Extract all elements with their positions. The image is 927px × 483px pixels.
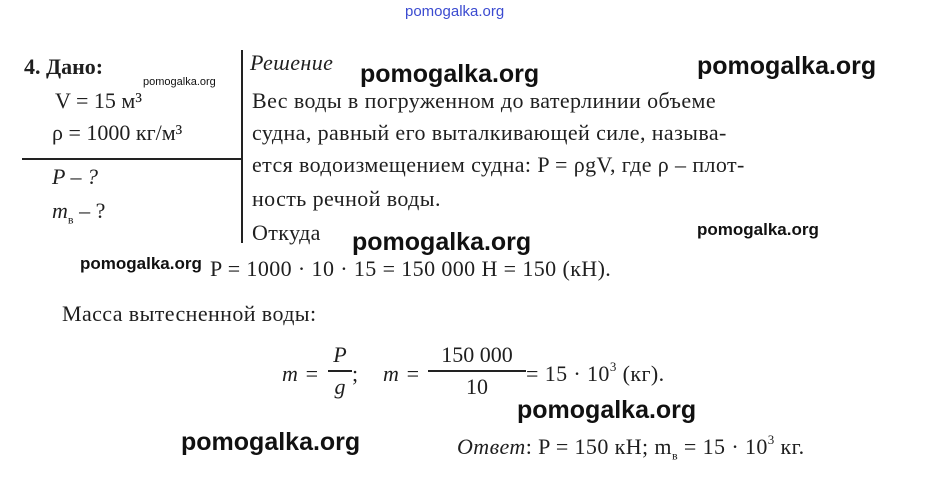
unknown-mass-q: – ? [73,198,106,223]
watermark-7: pomogalka.org [181,428,361,456]
answer-text-1: : P = 150 кН; m [525,434,672,459]
solution-line-4: ность речной воды. [252,186,441,211]
formula-result-value: = 15 · 10 [526,361,610,386]
answer-sub: в [671,448,679,463]
formula-lhs-2: m = [383,361,421,386]
fraction-2-bar [428,370,526,372]
fraction-1-denominator: g [334,373,346,399]
unknown-weight: P – ? [52,164,99,189]
formula-result-exp: 3 [609,359,617,374]
answer-label: Ответ [457,434,526,459]
answer-text-3: кг. [774,434,805,459]
given-title: Дано: [46,54,104,79]
answer-exp: 3 [767,432,775,447]
solution-whence: Откуда [252,220,321,245]
formula-separator: ; [352,361,359,386]
solution-line-3: ется водоизмещением судна: P = ρgV, где ρ – плот- [252,152,745,177]
formula-result [526,361,665,387]
fraction-2-denominator: 10 [466,373,488,399]
formula-lhs: m = [282,361,320,386]
given-heading [24,54,103,80]
watermark-5: pomogalka.org [80,254,202,273]
formula-result-unit: (кг). [616,361,665,386]
fraction-2-numerator: 150 000 [441,342,513,367]
fraction-1-bar [328,370,352,372]
watermark-2: pomogalka.org [697,52,877,80]
solution-line-2: судна, равный его выталкивающей силе, называ- [252,120,727,145]
equation-weight: P = 1000 · 10 · 15 = 150 000 Н = 150 (кН). [210,256,612,281]
watermark-top[interactable]: pomogalka.org [405,3,505,20]
answer-text-2: = 15 · 10 [678,434,768,459]
fraction-p-over-g [328,342,352,400]
given-solution-divider [241,50,243,243]
watermark-4: pomogalka.org [697,220,819,239]
unknown-mass-symbol: m [52,198,68,223]
solution-line-1: Вес воды в погруженном до ватерлинии объеме [252,88,716,113]
mass-label: Масса вытесненной воды: [62,301,317,326]
answer-line [457,434,805,463]
problem-number: 4. [24,54,41,79]
fraction-numeric [428,342,526,400]
given-density: ρ = 1000 кг/м³ [52,120,183,145]
watermark-3: pomogalka.org [352,228,532,256]
unknown-mass [52,198,105,227]
watermark-6: pomogalka.org [517,396,697,424]
fraction-1-numerator: P [333,342,347,367]
unknown-mass-sub: в [67,212,74,227]
given-volume: V = 15 м³ [55,88,142,113]
given-divider [22,158,241,160]
solution-heading: Решение [250,50,334,75]
watermark-1: pomogalka.org [360,60,540,88]
watermark-small: pomogalka.org [143,76,216,88]
